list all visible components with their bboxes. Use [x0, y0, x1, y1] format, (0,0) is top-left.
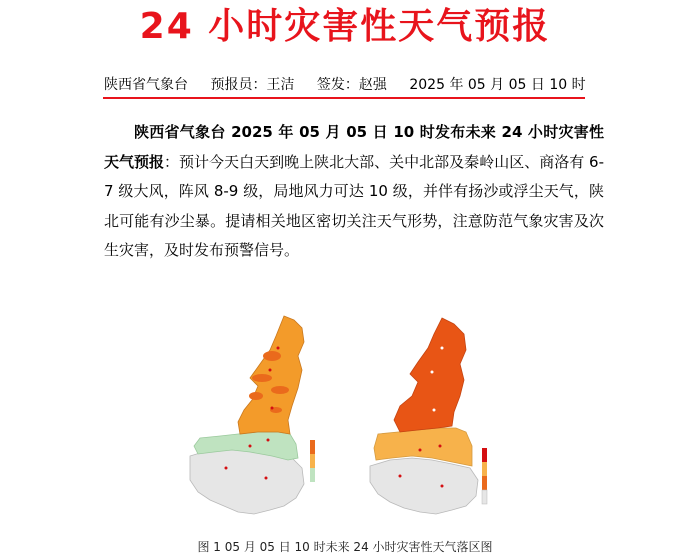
figure-caption: 图 1 05 月 05 日 10 时未来 24 小时灾害性天气落区图 — [197, 540, 493, 554]
north-region — [394, 318, 466, 432]
patch — [271, 386, 289, 394]
forecast-body — [104, 118, 604, 266]
forecast-maps — [180, 308, 520, 538]
document-meta — [104, 76, 584, 94]
issue-datetime: 2025 年 05 月 05 日 10 时 — [409, 77, 586, 93]
forecaster: 预报员：王洁 — [210, 77, 295, 93]
header-rule — [103, 97, 585, 99]
page-title: 24 小时灾害性天气预报 — [139, 6, 551, 47]
patch — [249, 392, 263, 400]
patch — [252, 374, 272, 382]
dust-map — [370, 318, 487, 514]
forecast-text: ：预计今天白天到晚上陕北大部、关中北部及秦岭山区、商洛有 6-7 级大风，阵风 8-9 级，局地风力可达 10 级，并伴有扬沙或浮尘天气，陕北可能有沙尘暴。提请相关地区密切关注天气形势，注意防范气象灾害及次生灾害，及时发布预警信号。 — [104, 152, 604, 259]
north-region — [238, 316, 304, 434]
issuer: 陕西省气象台 — [104, 77, 188, 93]
patch — [263, 351, 281, 361]
signer: 签发：赵强 — [316, 77, 387, 93]
forecast-lead: 陕西省气象台 2025 年 05 月 05 日 10 时发布未来 24 小时灾害性天气预报 — [104, 123, 604, 171]
south-region — [370, 458, 478, 514]
wind-map — [190, 316, 315, 514]
